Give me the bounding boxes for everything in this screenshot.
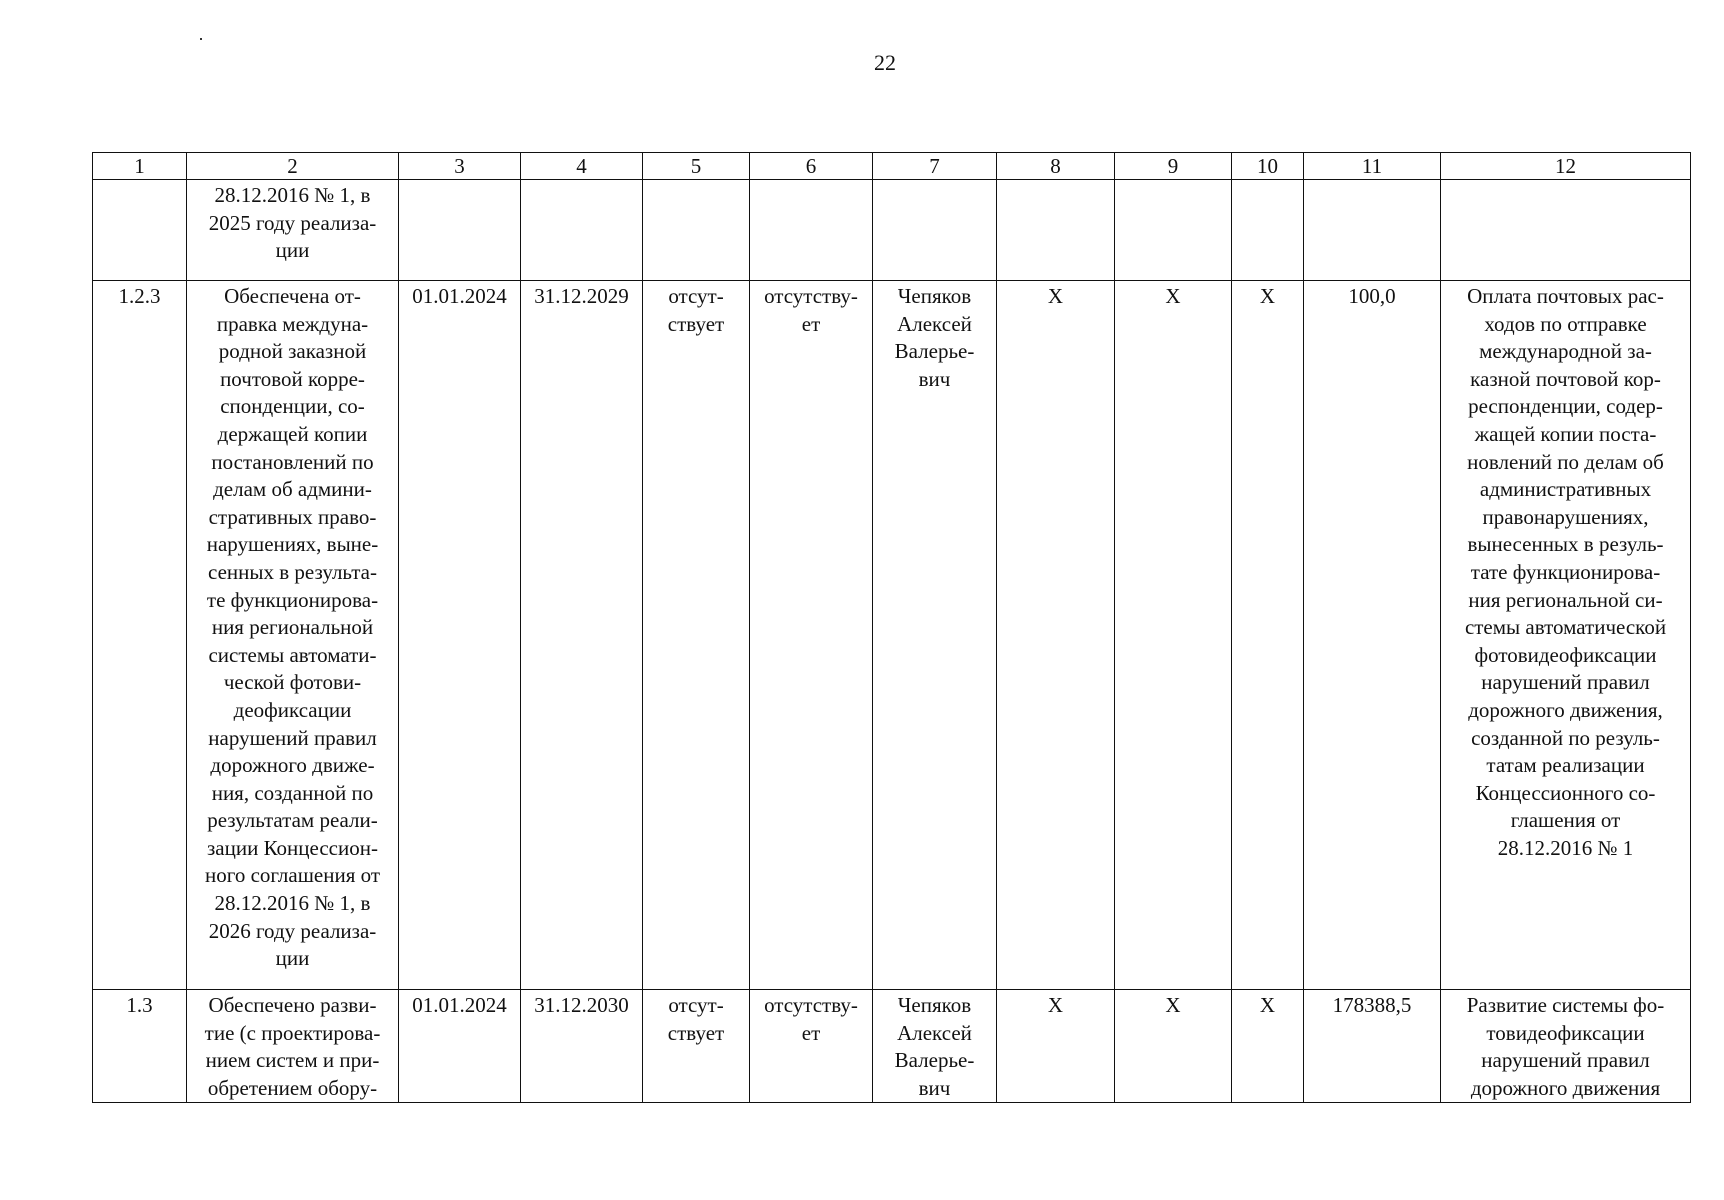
description-cell: Обеспечено разви- тие (с проектирова- нием систем и при- обретением обору- (187, 990, 399, 1103)
column-header: 7 (873, 153, 997, 180)
table-cell: отсутству- ет (750, 281, 873, 990)
column-header: 6 (750, 153, 873, 180)
table-cell (1232, 180, 1304, 281)
item-number-cell: 1.3 (93, 990, 187, 1103)
amount-cell: 100,0 (1304, 281, 1441, 990)
table-cell (997, 180, 1115, 281)
table-cell: 28.12.2016 № 1, в 2025 году реализа- ции (187, 180, 399, 281)
end-date-cell: 31.12.2030 (521, 990, 643, 1103)
table-cell (93, 180, 187, 281)
responsible-person-cell: Чепяков Алексей Валерье- вич (873, 990, 997, 1103)
column-header: 12 (1441, 153, 1691, 180)
table-cell (1304, 180, 1441, 281)
table-cell: X (997, 281, 1115, 990)
table-cell (873, 180, 997, 281)
description-cell: Обеспечена от- правка междуна- родной заказной почтовой корре- спонденции, со- держащей копии постановлений по делам об админи- стративных право- нарушениях, выне- сенных в результа- те функционирова- ния региональной системы автомати- ческой фотови- деофиксации нарушений правил дорожного движе- ния, созданной по результатам реали- зации Концессион- ного соглашения от 28.12.2016 № 1, в 2026 году реализа- ции (187, 281, 399, 990)
column-header: 2 (187, 153, 399, 180)
result-description-cell: Оплата почтовых рас- ходов по отправке международной за- казной почтовой кор- респонденции, содер- жащей копии поста- новлений по делам об административных правонарушениях, вынесенных в резуль- тате функционирова- ния региональной си- стемы автоматической фотовидеофиксации нарушений правил дорожного движения, созданной по резуль- татам реализации Концессионного со- глашения от 28.12.2016 № 1 (1441, 281, 1691, 990)
table-cell (643, 180, 750, 281)
table-row (93, 990, 1691, 1103)
start-date-cell: 01.01.2024 (399, 281, 521, 990)
column-header: 3 (399, 153, 521, 180)
column-header: 5 (643, 153, 750, 180)
column-header: 1 (93, 153, 187, 180)
start-date-cell: 01.01.2024 (399, 990, 521, 1103)
table-row (93, 281, 1691, 990)
table-cell (399, 180, 521, 281)
document-table (92, 152, 1691, 1103)
result-description-cell: Развитие системы фо- товидеофиксации нарушений правил дорожного движения (1441, 990, 1691, 1103)
column-header: 4 (521, 153, 643, 180)
table-cell: X (1232, 990, 1304, 1103)
table-header-row (93, 153, 1691, 180)
scan-speck (200, 38, 202, 40)
column-header: 11 (1304, 153, 1441, 180)
table-cell: X (1115, 990, 1232, 1103)
table-cell: X (1232, 281, 1304, 990)
table-cell: X (997, 990, 1115, 1103)
table-cell (1441, 180, 1691, 281)
responsible-person-cell: Чепяков Алексей Валерье- вич (873, 281, 997, 990)
table-cell: X (1115, 281, 1232, 990)
table-cell (750, 180, 873, 281)
table-cell: отсут- ствует (643, 281, 750, 990)
column-header: 8 (997, 153, 1115, 180)
table-cell (1115, 180, 1232, 281)
table-cell: отсут- ствует (643, 990, 750, 1103)
table-cell (521, 180, 643, 281)
end-date-cell: 31.12.2029 (521, 281, 643, 990)
table-row (93, 180, 1691, 281)
item-number-cell: 1.2.3 (93, 281, 187, 990)
amount-cell: 178388,5 (1304, 990, 1441, 1103)
column-header: 10 (1232, 153, 1304, 180)
column-header: 9 (1115, 153, 1232, 180)
table-cell: отсутству- ет (750, 990, 873, 1103)
page-number: 22 (874, 50, 896, 75)
